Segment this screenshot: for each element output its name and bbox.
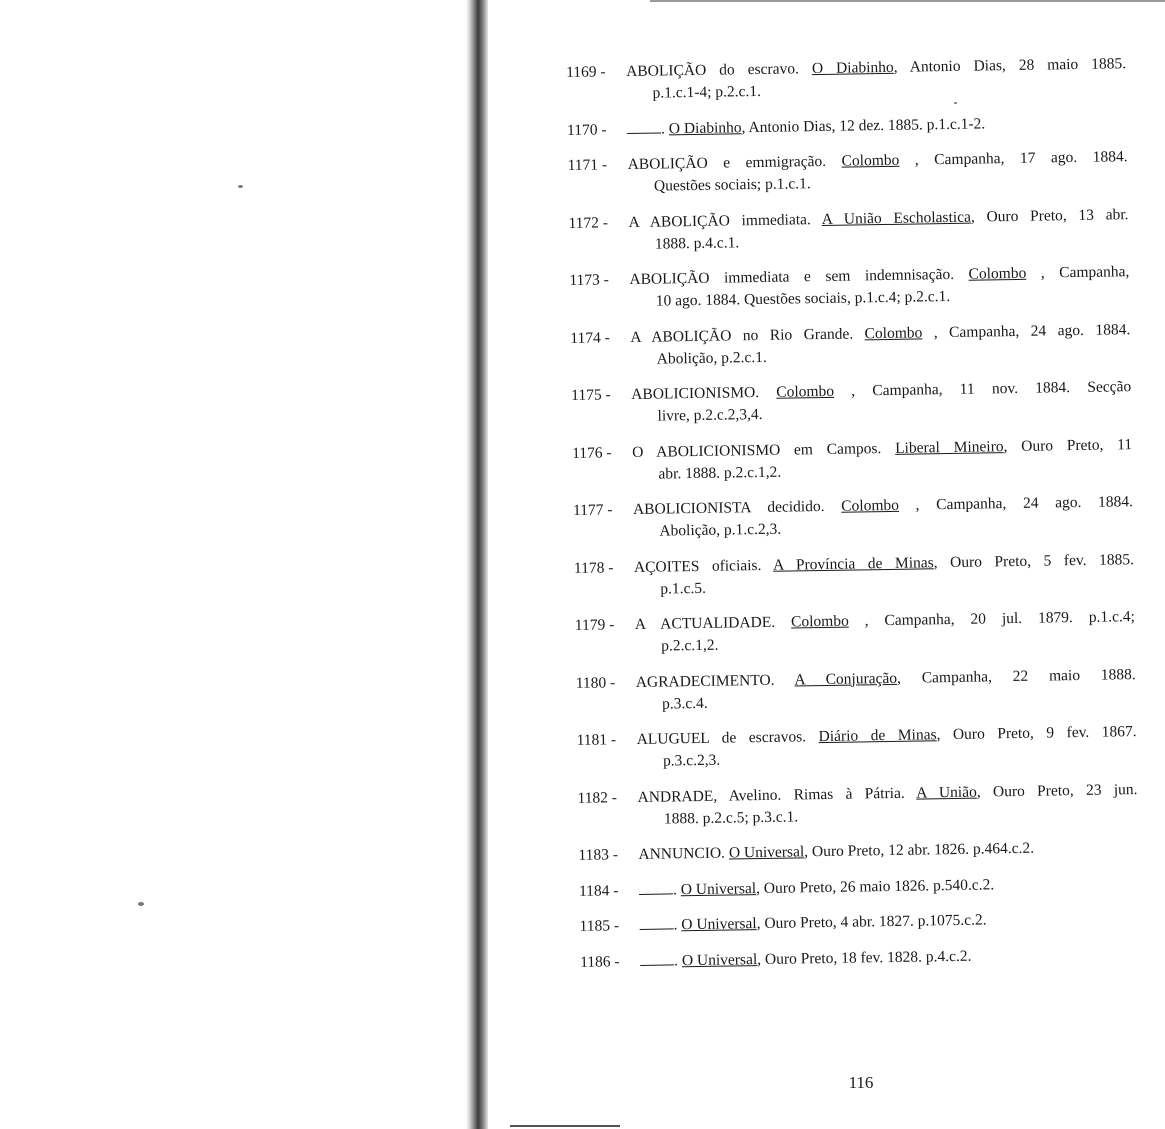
separator: , xyxy=(898,496,920,514)
separator: , xyxy=(1026,264,1045,282)
entry-details: Ouro Preto, 12 abr. 1826. p.464.c.2. xyxy=(811,839,1035,861)
entry-continuation: livre, p.2.c.2,3,4. xyxy=(657,405,763,425)
entry-details: Antonio Dias, 12 dez. 1885. p.1.c.1-2. xyxy=(748,114,986,136)
entry-details: Campanha, 22 maio 1888. xyxy=(921,665,1136,686)
catalog-entry xyxy=(572,434,1133,487)
catalog-entry xyxy=(573,491,1134,544)
separator: , xyxy=(833,382,856,400)
separator: , xyxy=(896,669,902,687)
separator: , xyxy=(893,58,898,76)
entry-title: A ABOLIÇÃO no Rio Grande. xyxy=(630,325,854,346)
publication-name: Colombo xyxy=(841,496,900,515)
entry-continuation: p.3.c.2,3. xyxy=(662,751,721,770)
entry-title: AGRADECIMENTO. xyxy=(635,671,775,691)
catalog-entry xyxy=(578,836,1138,867)
catalog-entry xyxy=(577,779,1138,832)
entry-number: 1173 - xyxy=(569,271,610,289)
publication-name: A Província de Minas xyxy=(772,553,934,574)
entry-number: 1177 - xyxy=(572,501,613,519)
entry-first-line xyxy=(638,836,1138,866)
entry-continuation: abr. 1888. p.2.c.1,2. xyxy=(658,463,782,483)
ditto-blank-line xyxy=(640,950,674,966)
scan-speck xyxy=(238,185,243,188)
separator: , xyxy=(755,879,761,897)
page-number: 116 xyxy=(848,1073,874,1092)
separator: , xyxy=(933,553,938,571)
publication-name: Colombo xyxy=(968,264,1027,283)
entry-details: Campanha, 20 jul. 1879. p.1.c.4; xyxy=(884,608,1135,630)
entry-continuation: p.1.c.5. xyxy=(660,579,707,598)
catalog-entry xyxy=(569,261,1130,314)
entry-continuation: 10 ago. 1884. Questões sociais, p.1.c.4; p.2.c.1. xyxy=(655,287,951,310)
separator: , xyxy=(757,950,762,968)
publication-name: A União xyxy=(916,783,977,802)
ditto-blank-line xyxy=(639,879,673,895)
separator: , xyxy=(976,783,981,801)
entry-title: AÇOITES oficiais. xyxy=(633,556,762,576)
entry-continuation: 1888. p.2.c.5; p.3.c.1. xyxy=(663,807,799,828)
entry-continuation: Abolição, p.1.c.2,3. xyxy=(659,520,782,540)
entry-title: ABOLICIONISMO. xyxy=(631,384,760,404)
entry-details: Ouro Preto, 13 abr. xyxy=(986,205,1129,225)
entry-first-line: . O Universal, Ouro Preto, 26 maio 1826. p.540.c.2. xyxy=(639,872,1139,902)
scan-speck xyxy=(138,902,144,906)
separator: , xyxy=(756,915,761,933)
entry-details: Ouro Preto, 5 fev. 1885. xyxy=(949,550,1135,571)
entry-number: 1169 - xyxy=(566,63,606,81)
separator: , xyxy=(804,843,809,861)
entry-first-line: . O Diabinho, Antonio Dias, 12 dez. 1885. p.1.c.1-2. xyxy=(627,111,1127,141)
separator: , xyxy=(936,726,941,744)
entry-title: O ABOLICIONISMO em Campos. xyxy=(632,439,882,461)
publication-name: A União Escholastica xyxy=(821,208,972,228)
publication-name: Colombo xyxy=(864,323,923,342)
catalog-entry xyxy=(579,907,1139,938)
catalog-entry xyxy=(566,53,1127,106)
entry-number: 1185 - xyxy=(579,917,620,935)
separator: , xyxy=(899,151,919,169)
separator: , xyxy=(1003,437,1008,455)
entry-title: ABOLIÇÃO do escravo. xyxy=(626,60,800,81)
publication-name: Diário de Minas xyxy=(818,726,937,746)
separator: , xyxy=(741,118,746,136)
entry-continuation: p.2.c.1,2. xyxy=(661,636,719,655)
catalog-entry xyxy=(567,111,1127,142)
entry-details: Ouro Preto, 11 xyxy=(1021,435,1133,455)
publication-name: O Universal xyxy=(728,843,805,862)
entry-title: A ABOLIÇÃO immediata. xyxy=(628,210,811,231)
catalog-entry xyxy=(568,204,1129,257)
entry-number: 1172 - xyxy=(568,213,609,232)
bottom-edge-line xyxy=(510,1125,620,1127)
book-spine-shadow xyxy=(466,0,488,1129)
entry-details: Antonio Dias, 28 maio 1885. xyxy=(909,55,1127,76)
publication-name: A Conjuração xyxy=(794,669,898,688)
publication-name: O Diabinho xyxy=(811,58,894,78)
catalog-entry xyxy=(571,376,1132,429)
entry-continuation: 1888. p.4.c.1. xyxy=(654,233,740,253)
entry-number: 1180 - xyxy=(575,673,616,692)
entry-details: Ouro Preto, 9 fev. 1867. xyxy=(952,723,1137,744)
entry-number: 1170 - xyxy=(566,120,607,139)
catalog-entry xyxy=(576,721,1137,774)
catalog-entry xyxy=(575,606,1136,659)
entry-continuation: p.1.c.1-4; p.2.c.1. xyxy=(652,82,762,102)
entry-details: Ouro Preto, 4 abr. 1827. p.1075.c.2. xyxy=(764,911,987,932)
entry-details: Campanha, 24 ago. 1884. xyxy=(948,320,1131,341)
separator: , xyxy=(922,323,938,341)
entry-details: Ouro Preto, 26 maio 1826. p.540.c.2. xyxy=(763,875,995,897)
publication-name: Liberal Mineiro xyxy=(894,437,1004,457)
publication-name: Colombo xyxy=(790,612,849,631)
entry-details: Campanha, 11 nov. 1884. Secção xyxy=(872,378,1132,400)
publication-name: O Diabinho xyxy=(668,118,742,137)
entry-continuation: Abolição, p.2.c.1. xyxy=(656,348,767,368)
publication-name: Colombo xyxy=(841,151,900,170)
entry-first-line: . O Universal, Ouro Preto, 18 fev. 1828. p.4.c.2. xyxy=(640,943,1140,973)
catalog-entry xyxy=(580,943,1140,974)
entry-details: Campanha, 24 ago. 1884. xyxy=(936,493,1134,514)
entry-number: 1183 - xyxy=(578,846,619,864)
entry-title: ABOLIÇÃO immediata e sem indemnisação. xyxy=(629,265,955,289)
entry-details: Campanha, xyxy=(1059,263,1130,282)
separator: , xyxy=(970,208,975,226)
entry-continuation: Questões sociais; p.1.c.1. xyxy=(653,175,811,195)
publication-name: O Universal xyxy=(681,950,758,969)
entry-continuation: p.3.c.4. xyxy=(661,694,708,713)
entry-first-line: . O Universal, Ouro Preto, 4 abr. 1827. p.1075.c.2. xyxy=(639,907,1139,937)
entry-number: 1184 - xyxy=(578,881,619,900)
entry-number: 1176 - xyxy=(572,443,612,462)
ditto-blank-line xyxy=(639,914,673,930)
catalog-entry xyxy=(579,872,1139,903)
entry-title: ABOLIÇÃO e emmigração. xyxy=(627,152,827,174)
publication-name: Colombo xyxy=(776,382,835,401)
entry-number: 1182 - xyxy=(577,788,618,807)
entry-number: 1171 - xyxy=(567,156,608,174)
entry-title: ALUGUEL de escravos. xyxy=(636,728,807,748)
publication-name: O Universal xyxy=(681,915,757,934)
entry-number: 1174 - xyxy=(570,328,610,347)
catalog-entry xyxy=(574,549,1135,602)
catalog-entry xyxy=(567,146,1128,199)
catalog-entries-list xyxy=(566,53,1140,987)
entry-number: 1186 - xyxy=(580,952,620,971)
entry-title: ABOLICIONISTA decidido. xyxy=(632,497,825,519)
entry-title: ANNUNCIO. xyxy=(638,844,726,863)
entry-number: 1175 - xyxy=(571,386,611,404)
entry-number: 1181 - xyxy=(576,731,617,749)
entry-details: Ouro Preto, 23 jun. xyxy=(992,780,1138,800)
entry-number: 1178 - xyxy=(573,558,614,577)
ditto-blank-line xyxy=(627,118,661,134)
catalog-entry xyxy=(570,319,1131,372)
top-edge-line xyxy=(650,0,1165,2)
entry-number: 1179 - xyxy=(574,616,615,634)
entry-title: A ACTUALIDADE. xyxy=(634,613,776,633)
separator: , xyxy=(848,612,869,630)
catalog-entry xyxy=(576,664,1137,717)
entry-details: Ouro Preto, 18 fev. 1828. p.4.c.2. xyxy=(764,947,972,968)
publication-name: O Universal xyxy=(680,879,757,898)
entry-details: Campanha, 17 ago. 1884. xyxy=(934,148,1128,169)
entry-title: ANDRADE, Avelino. Rimas à Pátria. xyxy=(637,784,905,806)
